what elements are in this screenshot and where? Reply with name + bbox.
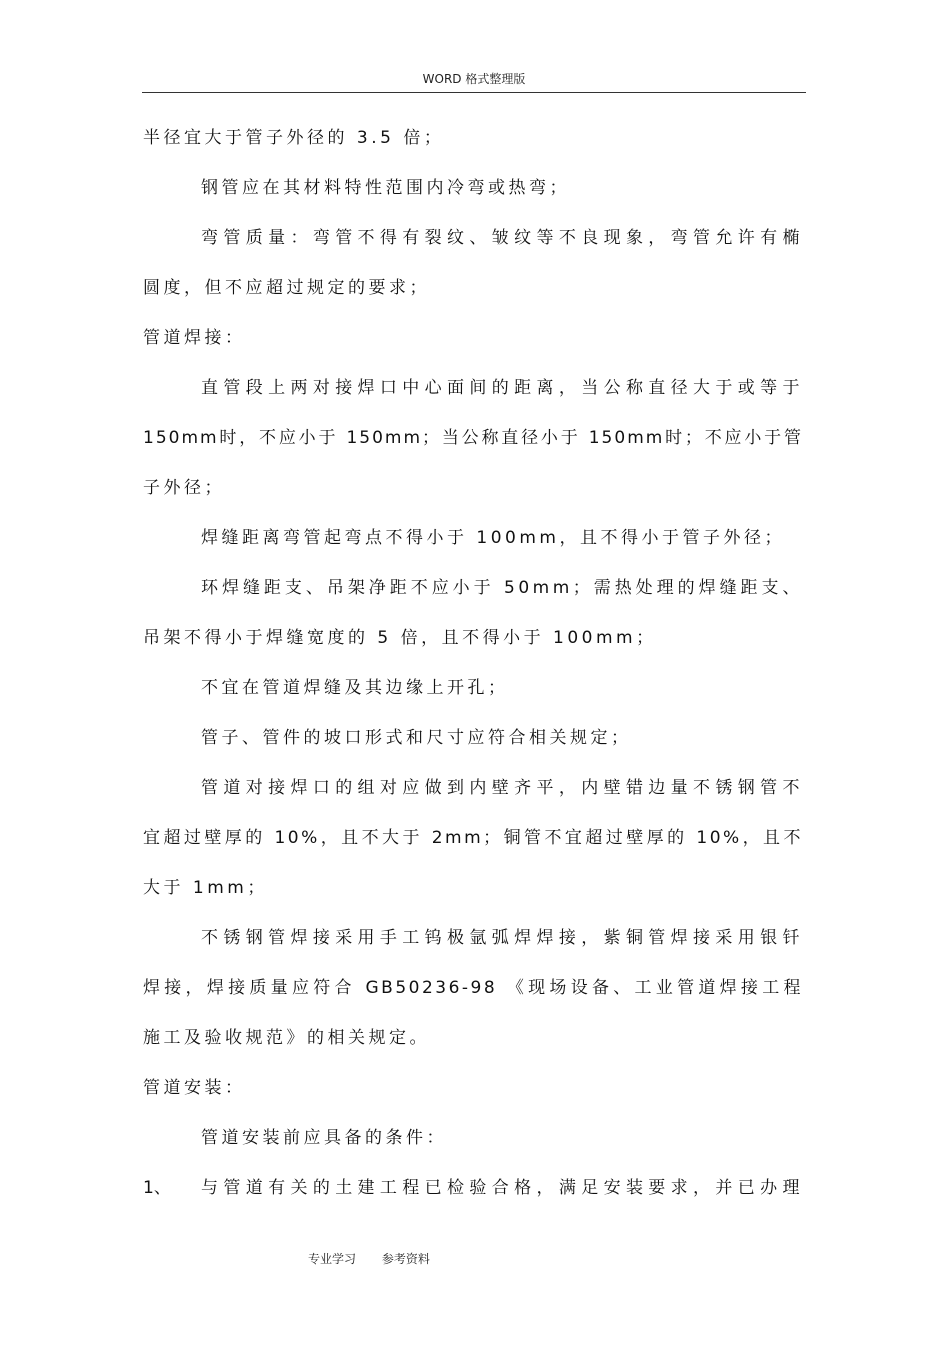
paragraph-line: 焊缝距离弯管起弯点不得小于 100mm，且不得小于管子外径； — [201, 528, 785, 548]
page-header — [142, 70, 806, 93]
paragraph-line: 施工及验收规范》的相关规定。 — [143, 1028, 430, 1048]
paragraph-line: 环焊缝距支、吊架净距不应小于 50mm；需热处理的焊缝距支、 — [201, 578, 803, 598]
header-title: WORD 格式整理版 — [422, 72, 526, 86]
page-footer — [308, 1250, 452, 1267]
footer-right: 参考资料 — [381, 1252, 430, 1266]
paragraph-line: 大于 1mm； — [143, 878, 268, 898]
paragraph-line: 圆度，但不应超过规定的要求； — [143, 278, 430, 298]
section-heading: 管道焊接： — [143, 328, 246, 348]
paragraph-line: 不锈钢管焊接采用手工钨极氩弧焊焊接，紫铜管焊接采用银钎 — [201, 928, 803, 948]
paragraph-line: 子外径； — [143, 478, 225, 498]
paragraph-line: 管道对接焊口的组对应做到内壁齐平，内壁错边量不锈钢管不 — [201, 778, 803, 798]
paragraph-line: 焊接，焊接质量应符合 GB50236-98 《现场设备、工业管道焊接工程 — [143, 978, 803, 998]
paragraph-line: 管道安装前应具备的条件： — [201, 1128, 447, 1148]
paragraph-line: 直管段上两对接焊口中心面间的距离，当公称直径大于或等于 — [201, 378, 803, 398]
list-item-text: 与管道有关的土建工程已检验合格，满足安装要求，并已办理 — [201, 1178, 803, 1198]
paragraph-line: 弯管质量：弯管不得有裂纹、皱纹等不良现象，弯管允许有椭 — [201, 228, 803, 248]
section-heading: 管道安装： — [143, 1078, 246, 1098]
paragraph-line: 宜超过壁厚的 10%，且不大于 2mm；铜管不宜超过壁厚的 10%，且不 — [143, 828, 803, 848]
paragraph-line: 吊架不得小于焊缝宽度的 5 倍，且不得小于 100mm； — [143, 628, 657, 648]
list-number: 1、 — [143, 1178, 171, 1198]
paragraph-line: 管子、管件的坡口形式和尺寸应符合相关规定； — [201, 728, 632, 748]
paragraph-line: 150mm时，不应小于 150mm；当公称直径小于 150mm时；不应小于管 — [143, 428, 803, 448]
paragraph-line: 半径宜大于管子外径的 3.5 倍； — [143, 128, 445, 148]
paragraph-line: 不宜在管道焊缝及其边缘上开孔； — [201, 678, 509, 698]
footer-left: 专业学习 — [308, 1252, 357, 1266]
paragraph-line: 钢管应在其材料特性范围内冷弯或热弯； — [201, 178, 570, 198]
